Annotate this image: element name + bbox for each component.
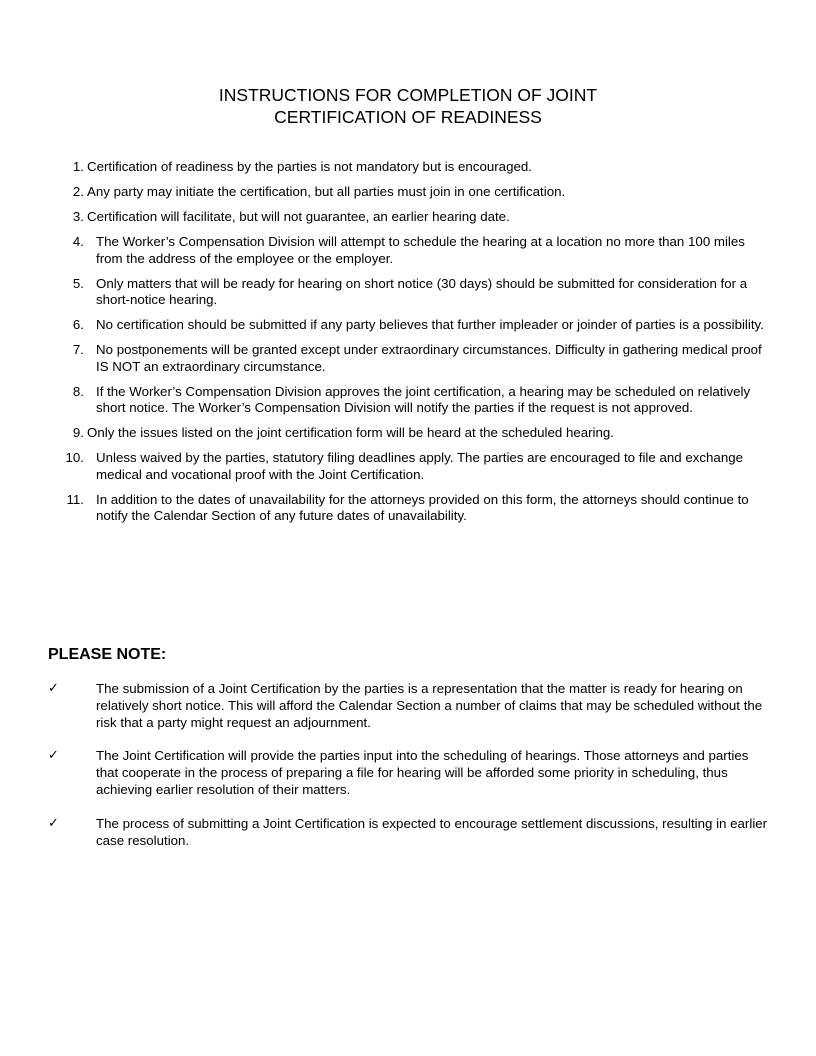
list-item bbox=[0, 234, 816, 267]
item-number: 9. bbox=[72, 425, 84, 440]
note-text: The Joint Certification will provide the parties input into the scheduling of hearings. Those attorneys and parties that cooperate in the process of preparing a file for hearing will be afforded some priority in scheduling, thus achieving earlier resolution of their matters. bbox=[96, 748, 749, 797]
list-item bbox=[0, 209, 816, 226]
item-text: No postponements will be granted except under extraordinary circumstances. Difficulty in gathering medical proof IS NOT an extraordinary circumstance. bbox=[96, 342, 762, 374]
item-text: Certification of readiness by the parties is not mandatory but is encouraged. bbox=[87, 159, 532, 174]
item-number: 2. bbox=[72, 184, 84, 199]
item-text: Only the issues listed on the joint certification form will be heard at the scheduled hearing. bbox=[87, 425, 614, 440]
item-text: If the Worker’s Compensation Division approves the joint certification, a hearing may be scheduled on relatively short notice. The Worker’s Compensation Division will notify the parties if the request is not approved. bbox=[96, 383, 751, 415]
item-text: The Worker’s Compensation Division will attempt to schedule the hearing at a location no more than 100 miles from the address of the employee or the employer. bbox=[96, 234, 745, 266]
item-text: Unless waived by the parties, statutory filing deadlines apply. The parties are encouraged to file and exchange medical and vocational proof with the Joint Certification. bbox=[96, 450, 744, 482]
item-number: 1. bbox=[72, 159, 84, 174]
item-number: 6. bbox=[72, 317, 84, 332]
note-item bbox=[0, 748, 816, 798]
checkmark-icon: ✓ bbox=[48, 748, 59, 764]
instructions-list bbox=[0, 159, 816, 533]
please-note-heading: PLEASE NOTE: bbox=[48, 646, 167, 663]
title-line-2: CERTIFICATION OF READINESS bbox=[274, 107, 542, 127]
please-note-list bbox=[0, 681, 816, 866]
note-item bbox=[0, 681, 816, 731]
note-text: The process of submitting a Joint Certification is expected to encourage settlement discussions, resulting in earlier case resolution. bbox=[96, 815, 768, 848]
item-text: Certification will facilitate, but will not guarantee, an earlier hearing date. bbox=[87, 209, 510, 224]
list-item bbox=[0, 184, 816, 201]
note-text: The submission of a Joint Certification by the parties is a representation that the matter is ready for hearing on relatively short notice. This will afford the Calendar Section a number of claims that may be scheduled without the risk that a party might request an adjournment. bbox=[96, 681, 763, 730]
item-number: 11. bbox=[66, 491, 84, 507]
checkmark-icon: ✓ bbox=[48, 815, 59, 831]
list-item bbox=[0, 276, 816, 309]
checkmark-icon: ✓ bbox=[48, 681, 59, 696]
item-number: 3. bbox=[72, 209, 84, 224]
note-item bbox=[0, 816, 816, 850]
item-text: Any party may initiate the certification, but all parties must join in one certification. bbox=[87, 184, 566, 199]
list-item bbox=[0, 159, 816, 176]
item-number: 8. bbox=[72, 383, 84, 399]
list-item bbox=[0, 492, 816, 525]
list-item bbox=[0, 317, 816, 334]
item-number: 7. bbox=[72, 342, 84, 357]
page-title bbox=[0, 84, 816, 128]
item-text: In addition to the dates of unavailability for the attorneys provided on this form, the attorneys should continue to notify the Calendar Section of any future dates of unavailability. bbox=[96, 491, 749, 523]
list-item bbox=[0, 425, 816, 442]
item-text: Only matters that will be ready for hearing on short notice (30 days) should be submitted for consideration for a short-notice hearing. bbox=[96, 275, 748, 307]
item-number: 4. bbox=[72, 234, 84, 249]
item-number: 10. bbox=[65, 450, 84, 465]
item-number: 5. bbox=[72, 275, 84, 291]
list-item bbox=[0, 450, 816, 483]
list-item bbox=[0, 384, 816, 417]
list-item bbox=[0, 342, 816, 375]
item-text: No certification should be submitted if any party believes that further impleader or joinder of parties is a possibility. bbox=[96, 317, 764, 332]
title-line-1: INSTRUCTIONS FOR COMPLETION OF JOINT bbox=[218, 85, 598, 105]
